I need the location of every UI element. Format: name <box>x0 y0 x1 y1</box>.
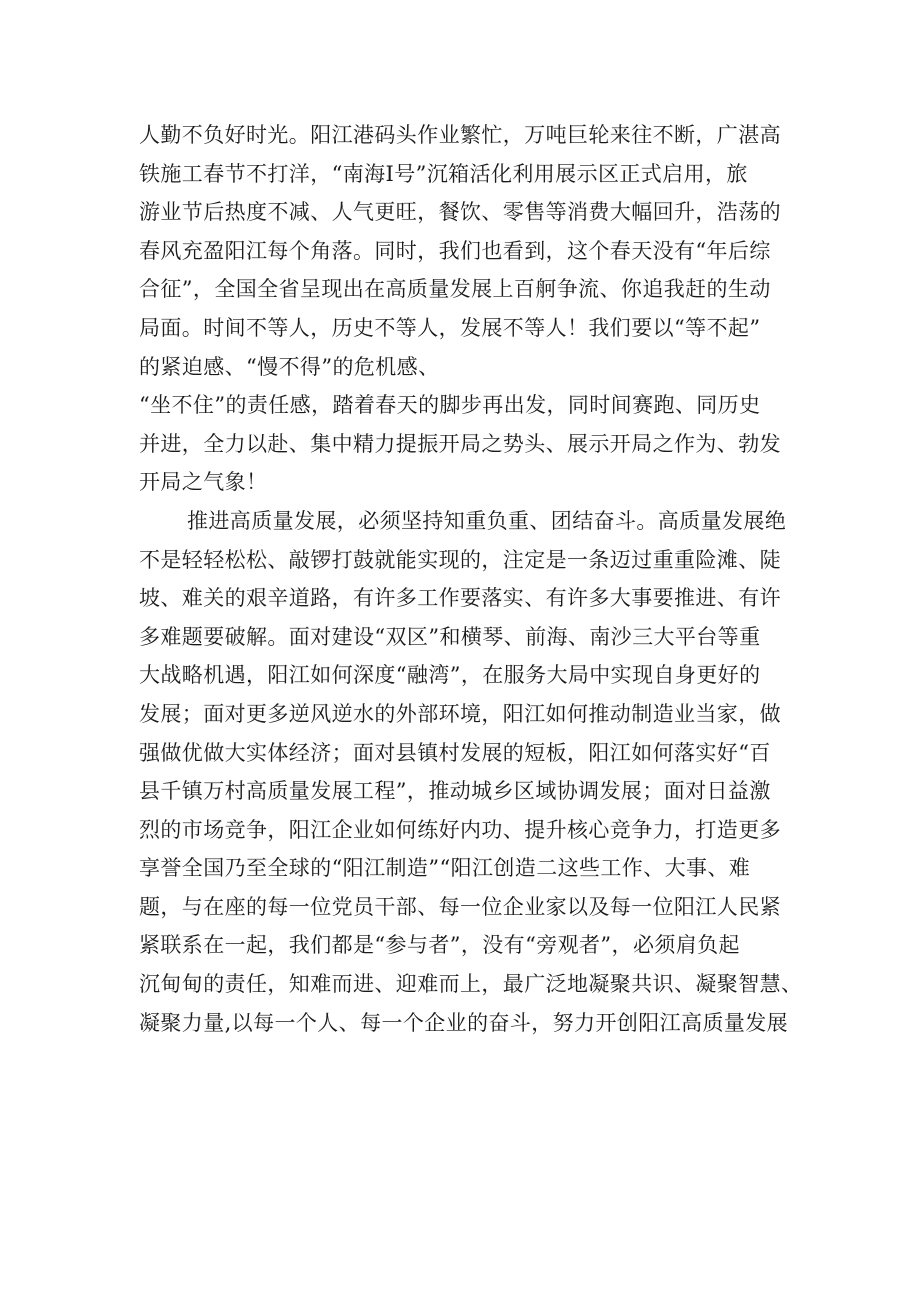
text-line: 县千镇万村高质量发展工程”，推动城乡区域协调发展；面对日益激 <box>139 779 771 804</box>
text-line: 推进高质量发展，必须坚持知重负重、团结奋斗。高质量发展绝 <box>187 508 787 533</box>
text-line: 享誉全国乃至全球的“阳江制造”“阳江创造二这些工作、大事、难 <box>139 856 751 881</box>
text-line: 不是轻轻松松、敲锣打鼓就能实现的，注定是一条迈过重重险滩、陡 <box>139 547 781 572</box>
text-line: 局面。时间不等人，历史不等人，发展不等人！我们要以“等不起” <box>139 315 761 340</box>
text-line: 人勤不负好时光。阳江港码头作业繁忙，万吨巨轮来往不断，广湛高 <box>139 123 781 147</box>
text-line: 发展；面对更多逆风逆水的外部环境，阳江如何推动制造业当家，做 <box>139 701 781 726</box>
text-line: 坡、难关的艰辛道路，有许多工作要落实、有许多大事要推进、有许 <box>139 586 781 611</box>
text-line: “坐不住”的责任感，踏着春天的脚步再出发，同时间赛跑、同历史 <box>139 393 761 418</box>
text-line: 并进，全力以赴、集中精力提振开局之势头、展示开局之作为、勃发 <box>139 431 781 456</box>
text-line: 凝聚力量,以每一个人、每一个企业的奋斗，努力开创阳江高质量发展 <box>139 1010 789 1035</box>
text-line: 合征”，全国全省呈现出在高质量发展上百舸争流、你追我赶的生动 <box>139 277 771 302</box>
text-line: 开局之气象！ <box>139 470 268 495</box>
text-line: 题，与在座的每一位党员干部、每一位企业家以及每一位阳江人民紧 <box>139 894 781 919</box>
text-line: 铁施工春节不打洋，“南海Ⅰ号”沉箱活化利用展示区正式启用，旅 <box>139 161 748 186</box>
text-line: 春风充盈阳江每个角落。同时，我们也看到，这个春天没有“年后综 <box>139 238 771 263</box>
text-line: 游业节后热度不减、人气更旺，餐饮、零售等消费大幅回升，浩荡的 <box>139 200 781 225</box>
text-line: 紧联系在一起，我们都是“参与者”，没有“旁观者”，必须肩负起 <box>139 933 740 958</box>
body-text <box>139 116 819 1042</box>
text-line: 烈的市场竞争，阳江企业如何练好内功、提升核心竞争力，打造更多 <box>139 817 781 842</box>
paragraph-2 <box>139 502 819 1042</box>
paragraph-1 <box>139 116 819 502</box>
text-line: 强做优做大实体经济；面对县镇村发展的短板，阳江如何落实好“百 <box>139 740 771 765</box>
text-line: 多难题要破解。面对建设“双区”和横琴、前海、南沙三大平台等重 <box>139 624 761 649</box>
text-line: 的紧迫感、“慢不得”的危机感、 <box>139 354 440 379</box>
text-line: 沉甸甸的责任，知难而进、迎难而上，最广泛地凝聚共识、凝聚智慧、 <box>139 972 803 997</box>
text-line: 大战略机遇，阳江如何深度“融湾”，在服务大局中实现自身更好的 <box>139 663 761 688</box>
